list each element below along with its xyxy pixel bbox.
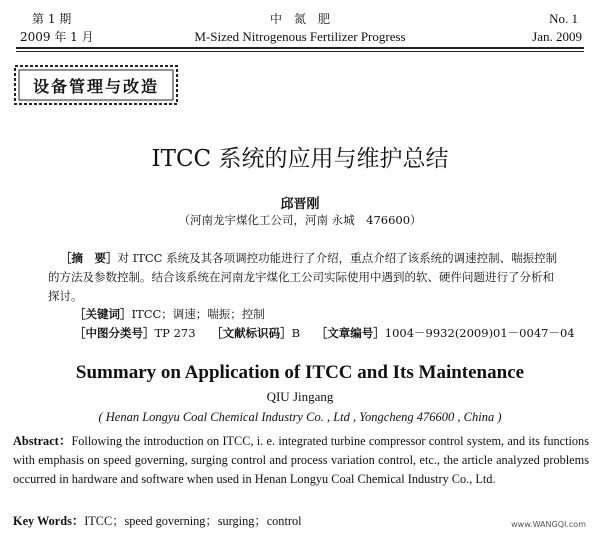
doc-code-value: B [291, 326, 301, 340]
affiliation-cn: （河南龙宇煤化工公司，河南 永城 476600） [178, 213, 422, 227]
author-en: QIU Jingang [266, 389, 334, 404]
clc-label: ［中图分类号］ [74, 326, 155, 340]
header-date-cn: 2009 年 1 月 [20, 30, 94, 44]
watermark: www.WANGQI.com [511, 520, 586, 529]
abstract-en: Abstract：Following the introduction on ITCC, i. e. integrated turbine compressor control system, and its functions with emphasis on speed governing, surging control and process variation control, etc., the article analyzed problems occurred in hardware and software when used in Henan Longyu Coal Chemical Industry Co., Ltd. [13, 434, 589, 486]
abstract-cn-label: ［摘 要］ [60, 251, 118, 265]
header-issue-en: No. 1 [549, 11, 578, 26]
author-cn: 邱晋刚 [280, 197, 320, 212]
header-date-en: Jan. 2009 [532, 29, 582, 44]
abstract-cn [48, 249, 560, 306]
header-rule-thin [16, 51, 584, 52]
clc-value: TP 273 [154, 326, 196, 340]
header-journal-en: M-Sized Nitrogenous Fertilizer Progress [194, 29, 406, 44]
header-rule-thick [16, 47, 584, 49]
keywords-cn-label: ［关键词］ [74, 307, 132, 321]
abstract-en-label: Abstract [13, 434, 59, 448]
keywords-en-label: Key Words [13, 514, 72, 528]
keywords-cn [74, 306, 265, 322]
keywords-cn-text: ITCC；调速；喘振；控制 [131, 307, 265, 321]
article-title-cn: ITCC 系统的应用与维护总结 [151, 146, 449, 172]
column-badge-label: 设备管理与改造 [32, 76, 159, 96]
affiliation-en: ( Henan Longyu Coal Chemical Industry Co. , Ltd , Yongcheng 476600 , China ) [98, 410, 502, 424]
article-title-en: Summary on Application of ITCC and Its Maintenance [75, 362, 525, 383]
abstract-en-text: Following the introduction on ITCC, i. e. integrated turbine compressor control system, and its functions with emphasis on speed governing, surging control and process variation control, etc., the article analyzed problems occurred in hardware and software when used in Henan Longyu Coal Chemical Industry Co., Ltd. [13, 434, 589, 486]
column-badge [13, 64, 179, 106]
abstract-cn-text: 对 ITCC 系统及其各项调控功能进行了介绍，重点介绍了该系统的调速控制、喘振控制的方法及参数控制。结合该系统在河南龙宇煤化工公司实际使用中遇到的软、硬件问题进行了分析和探讨。 [48, 251, 558, 303]
header-issue-cn: 第 1 期 [32, 12, 72, 26]
header-journal-cn: 中 氮 肥 [269, 12, 330, 26]
article-number-value: 1004－9932(2009)01－0047－04 [384, 326, 575, 340]
article-number-label: ［文章编号］ [315, 326, 385, 340]
doc-code-label: ［文献标识码］ [211, 326, 292, 340]
keywords-en-text: ITCC；speed governing；surging；control [84, 514, 302, 528]
keywords-en: Key Words：ITCC；speed governing；surging；control [13, 514, 302, 528]
classification-line [74, 325, 575, 341]
